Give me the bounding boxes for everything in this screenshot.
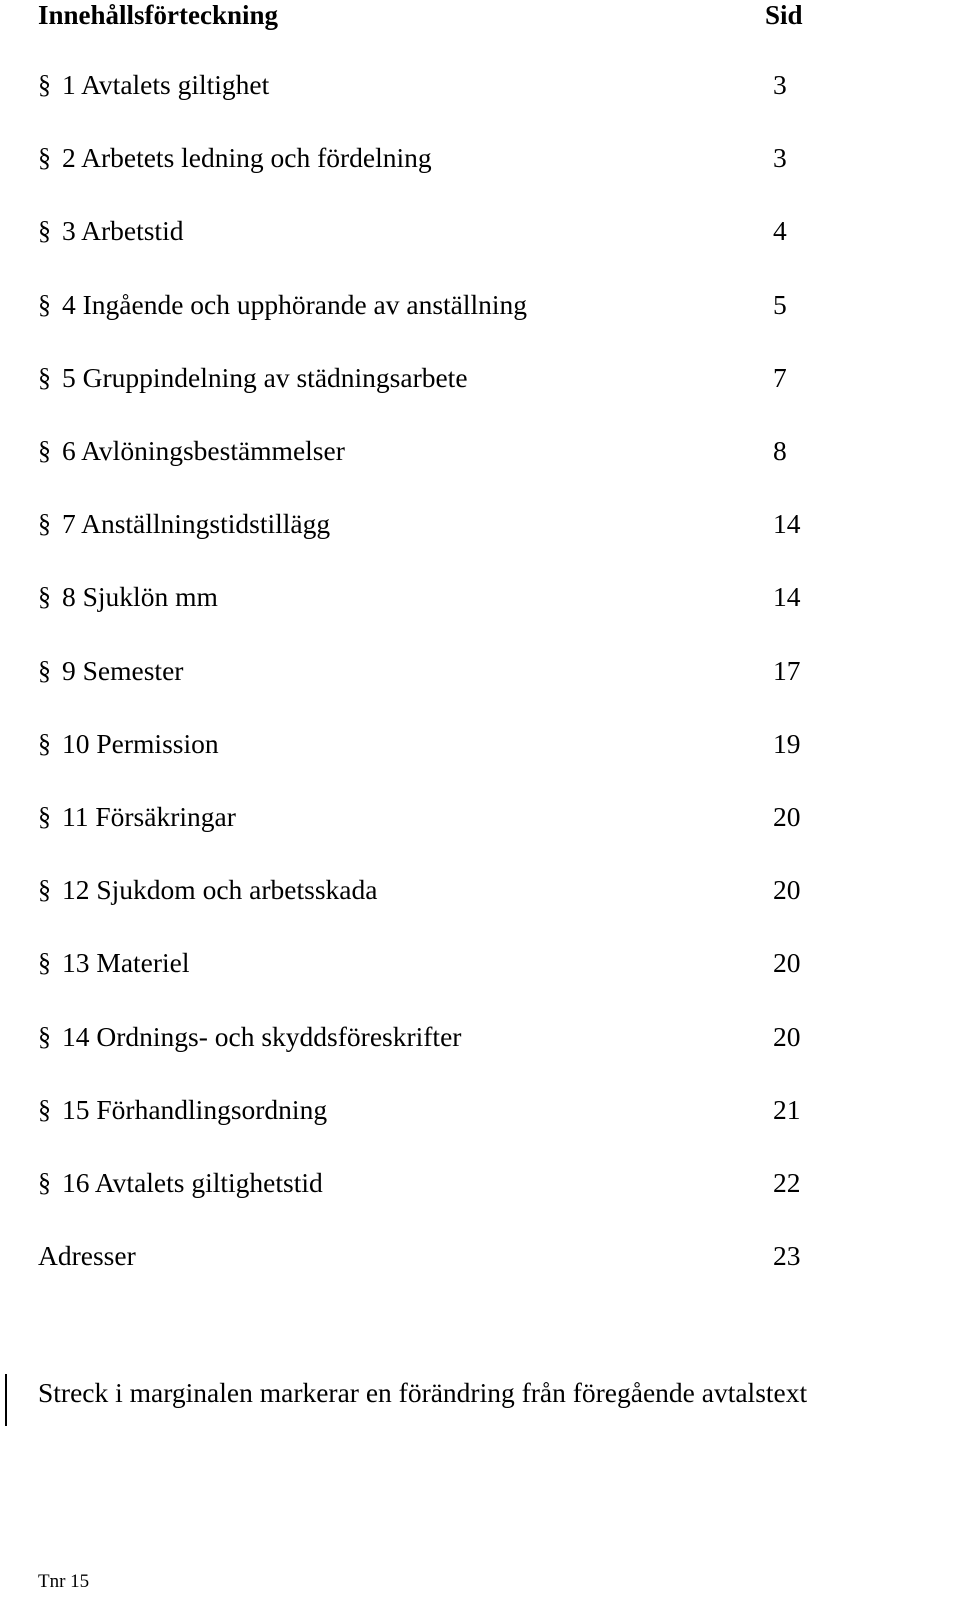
toc-entry-page: 5 bbox=[773, 288, 787, 320]
toc-entry-page: 3 bbox=[773, 69, 787, 100]
toc-entry-page: 4 bbox=[773, 215, 787, 247]
toc-entry-page: 14 bbox=[773, 508, 801, 540]
section-symbol-icon: § bbox=[38, 802, 51, 831]
section-symbol-icon: § bbox=[38, 728, 51, 758]
toc-entry-page: 20 bbox=[773, 947, 801, 979]
toc-entry[interactable] bbox=[38, 288, 818, 322]
section-symbol-icon: § bbox=[38, 509, 51, 539]
section-symbol-icon: § bbox=[38, 1168, 51, 1197]
toc-entry[interactable] bbox=[38, 654, 818, 688]
toc-entry-page: 20 bbox=[773, 874, 801, 906]
toc-entry[interactable] bbox=[38, 873, 818, 907]
toc-entry[interactable] bbox=[38, 1020, 818, 1054]
toc-entry-label: 9 Semester bbox=[62, 654, 184, 686]
toc-entry[interactable] bbox=[38, 1093, 818, 1127]
toc-entry-page: 20 bbox=[773, 1020, 801, 1052]
toc-entry[interactable] bbox=[38, 800, 818, 834]
toc-entry[interactable] bbox=[38, 727, 818, 761]
toc-entry-label: 8 Sjuklön mm bbox=[62, 581, 218, 613]
section-symbol-icon: § bbox=[38, 582, 51, 612]
toc-entry-page: 17 bbox=[773, 654, 801, 686]
toc-entry-label: Adresser bbox=[38, 1240, 136, 1272]
toc-entry-page: 19 bbox=[773, 727, 801, 759]
toc-entry-page: 3 bbox=[773, 142, 787, 174]
footer-reference: Tnr 15 bbox=[38, 1571, 90, 1592]
toc-entry-label: 1 Avtalets giltighet bbox=[62, 69, 270, 100]
toc-entry[interactable] bbox=[38, 214, 818, 248]
toc-entry[interactable] bbox=[38, 507, 818, 541]
toc-entry-label: 11 Försäkringar bbox=[62, 801, 236, 832]
toc-entry[interactable] bbox=[38, 946, 818, 980]
section-symbol-icon: § bbox=[38, 289, 51, 319]
toc-entry-label: 6 Avlöningsbestämmelser bbox=[62, 435, 345, 466]
toc-entry-page: 23 bbox=[773, 1240, 801, 1272]
toc-entry[interactable] bbox=[38, 1166, 818, 1200]
toc-entry-label: 2 Arbetets ledning och fördelning bbox=[62, 142, 432, 174]
toc-entry-label: 10 Permission bbox=[62, 727, 219, 759]
toc-entry-label: 12 Sjukdom och arbetsskada bbox=[62, 874, 378, 906]
section-symbol-icon: § bbox=[38, 1094, 51, 1124]
toc-heading-title: Innehållsförteckning bbox=[38, 0, 279, 30]
section-symbol-icon: § bbox=[38, 1021, 51, 1051]
toc-entry-label: 13 Materiel bbox=[62, 947, 190, 979]
toc-entry-page: 14 bbox=[773, 581, 801, 613]
toc-entry-label: 15 Förhandlingsordning bbox=[62, 1093, 328, 1125]
section-symbol-icon: § bbox=[38, 875, 51, 905]
toc-entry-page: 8 bbox=[773, 435, 787, 466]
section-symbol-icon: § bbox=[38, 216, 51, 246]
section-symbol-icon: § bbox=[38, 655, 51, 685]
section-symbol-icon: § bbox=[38, 362, 51, 392]
toc-entry[interactable] bbox=[38, 68, 818, 102]
section-symbol-icon: § bbox=[38, 948, 51, 978]
toc-entry-page: 21 bbox=[773, 1093, 801, 1125]
toc-entry-label: 14 Ordnings- och skyddsföreskrifter bbox=[62, 1020, 462, 1052]
toc-entry-label: 4 Ingående och upphörande av anställning bbox=[62, 288, 528, 320]
toc-entry-label: 5 Gruppindelning av städningsarbete bbox=[62, 361, 468, 393]
toc-entry-page: 7 bbox=[773, 361, 787, 393]
toc-heading-page-column: Sid bbox=[765, 0, 803, 30]
toc-entry-page: 20 bbox=[773, 801, 801, 832]
toc-entry[interactable] bbox=[38, 1239, 818, 1273]
section-symbol-icon: § bbox=[38, 436, 51, 465]
change-marker-bar bbox=[5, 1374, 7, 1426]
toc-entry[interactable] bbox=[38, 434, 818, 468]
margin-note: Streck i marginalen markerar en förändring från föregående avtalstext bbox=[38, 1377, 808, 1408]
toc-entry-label: 7 Anställningstidstillägg bbox=[62, 508, 331, 540]
section-symbol-icon: § bbox=[38, 143, 51, 173]
toc-entry-label: 16 Avtalets giltighetstid bbox=[62, 1167, 323, 1198]
section-symbol-icon: § bbox=[38, 70, 51, 99]
toc-entry-page: 22 bbox=[773, 1167, 801, 1198]
toc-entry[interactable] bbox=[38, 361, 818, 395]
toc-entry[interactable] bbox=[38, 580, 818, 614]
toc-entry[interactable] bbox=[38, 141, 818, 175]
toc-entry-label: 3 Arbetstid bbox=[62, 215, 184, 247]
